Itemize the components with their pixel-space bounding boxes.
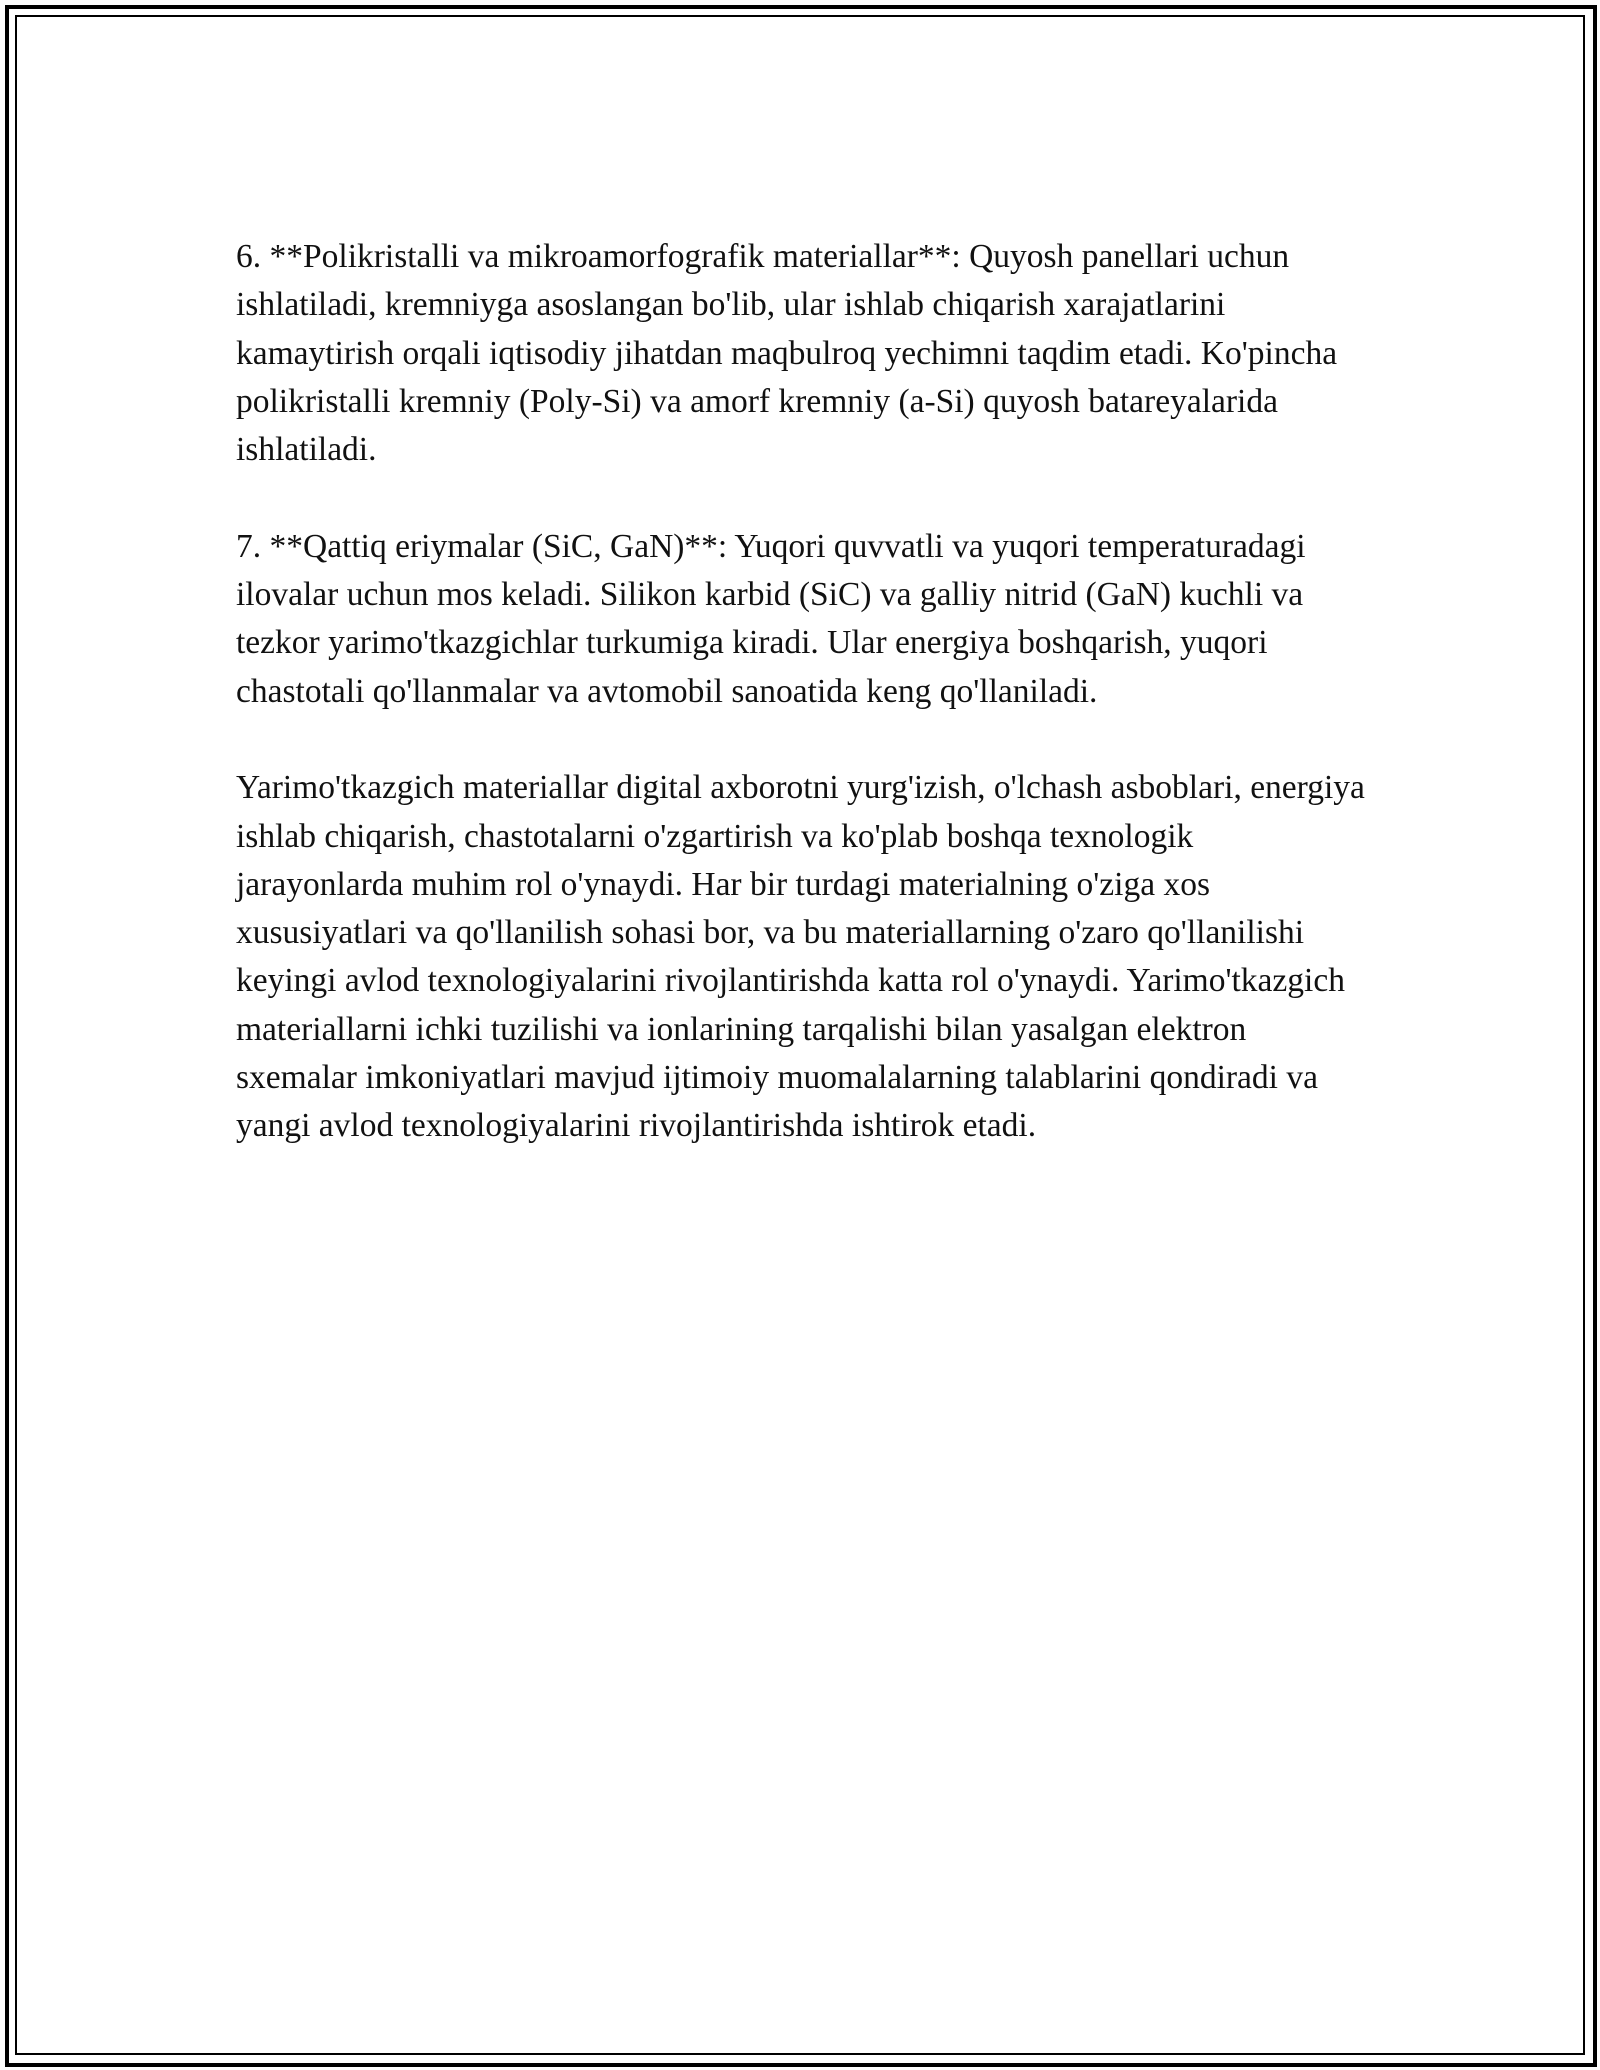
paragraph-conclusion: Yarimo'tkazgich materiallar digital axborotni yurg'izish, o'lchash asboblari, energiya ishlab chiqarish, chastotalarni o'zgartirish va ko'plab boshqa texnologik jarayonlarda muhim rol o'ynaydi. Har bir turdagi materialning o'ziga xos xususiyatlari va qo'llanilish sohasi bor, va bu materiallarning o'zaro qo'llanilishi keyingi avlod texnologiyalarini rivojlantirishda katta rol o'ynaydi. Yarimo'tkazgich materiallarni ichki tuzilishi va ionlarining tarqalishi bilan yasalgan elektron sxemalar imkoniyatlari mavjud ijtimoiy muomalalarning talablarini qondiradi va yangi avlod texnologiyalarini rivojlantirishda ishtirok etadi. <box>236 769 1365 1145</box>
document-body <box>236 233 1366 1199</box>
paragraph-item-6: 6. **Polikristalli va mikroamorfografik materiallar**: Quyosh panellari uchun ishlatiladi, kremniyga asoslangan bo'lib, ular ishlab chiqarish xarajatlarini kamaytirish orqali iqtisodiy jihatdan maqbulroq yechimni taqdim etadi. Ko'pincha polikristalli kremniy (Poly-Si) va amorf kremniy (a-Si) quyosh batareyalarida ishlatiladi. <box>236 238 1338 469</box>
paragraph-item-7: 7. **Qattiq eriymalar (SiC, GaN)**: Yuqori quvvatli va yuqori temperaturadagi ilovalar uchun mos keladi. Silikon karbid (SiC) va galliy nitrid (GaN) kuchli va tezkor yarimo'tkazgichlar turkumiga kiradi. Ular energiya boshqarish, yuqori chastotali qo'llanmalar va avtomobil sanoatida keng qo'llaniladi. <box>236 527 1306 710</box>
